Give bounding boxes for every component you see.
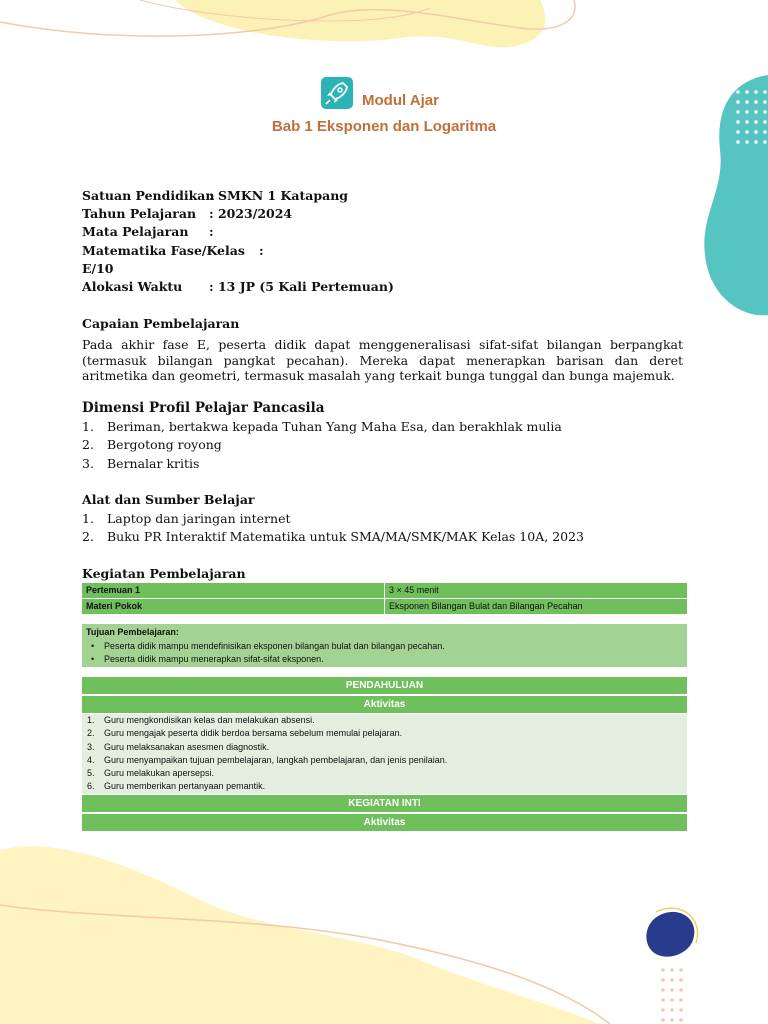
list-item bbox=[86, 754, 683, 767]
list-item bbox=[86, 780, 683, 793]
list-text: Guru menyampaikan tujuan pembelajaran, langkah pembelajaran, dan jenis penilaian. bbox=[104, 754, 448, 765]
tujuan-box bbox=[82, 624, 687, 667]
kegiatan-heading: Kegiatan Pembelajaran bbox=[82, 566, 246, 581]
list-number: 6. bbox=[87, 781, 95, 792]
alat-heading: Alat dan Sumber Belajar bbox=[82, 492, 255, 507]
document-subtitle: Bab 1 Eksponen dan Logaritma bbox=[271, 118, 497, 135]
list-number: 5. bbox=[87, 768, 95, 779]
table-cell-label: Materi Pokok bbox=[82, 599, 384, 614]
identity-label: Alokasi Waktu bbox=[82, 278, 183, 294]
table-row bbox=[82, 599, 687, 614]
list-text: Buku PR Interaktif Matematika untuk SMA/MA/SMK/MAK Kelas 10A, 2023 bbox=[107, 529, 585, 545]
identity-label: Mata Pelajaran bbox=[82, 224, 189, 240]
capaian-heading: Capaian Pembelajaran bbox=[82, 316, 240, 331]
list-number: 1. bbox=[82, 419, 94, 434]
list-number: 3. bbox=[82, 455, 94, 471]
identity-value: : bbox=[259, 242, 264, 258]
identity-label: E/10 bbox=[82, 260, 114, 276]
list-item: • Peserta didik mampu mendefinisikan eksponen bilangan bulat dan bilangan pecahan. bbox=[86, 640, 683, 653]
identity-row-kelas bbox=[82, 260, 382, 278]
list-number: 1. bbox=[87, 715, 95, 725]
identity-label: Matematika Fase/Kelas bbox=[82, 242, 245, 258]
list-number: 2. bbox=[82, 437, 94, 453]
identity-label: Tahun Pelajaran bbox=[82, 206, 197, 222]
list-item bbox=[86, 714, 683, 727]
list-item bbox=[86, 767, 683, 780]
tujuan-title: Tujuan Pembelajaran: bbox=[86, 627, 179, 637]
table-cell-label: Pertemuan 1 bbox=[82, 583, 384, 598]
identity-row-mapel bbox=[82, 223, 382, 241]
kegiatan-info-table bbox=[82, 583, 687, 615]
list-number: 4. bbox=[87, 754, 95, 765]
identity-row-tahun bbox=[82, 205, 382, 223]
identity-value: : 2023/2024 bbox=[209, 206, 293, 222]
kegiatan-inti-header: KEGIATAN INTI bbox=[82, 795, 687, 812]
list-text: Bernalar kritis bbox=[107, 455, 200, 471]
list-text: Guru mengkondisikan kelas dan melakukan absensi. bbox=[104, 715, 315, 725]
aktivitas-header: Aktivitas bbox=[82, 696, 687, 713]
list-text: Guru mengajak peserta didik berdoa bersama sebelum memulai pelajaran. bbox=[104, 728, 403, 739]
identity-row-satuan bbox=[82, 187, 382, 205]
aktivitas-inti-header: Aktivitas bbox=[82, 814, 687, 831]
list-item bbox=[86, 741, 683, 754]
list-item: • Peserta didik mampu menerapkan sifat-sifat eksponen. bbox=[86, 653, 683, 666]
capaian-text: Pada akhir fase E, peserta didik dapat menggeneralisasi sifat-sifat bilangan berpangkat (termasuk bilangan pangkat pecahan). Mereka dapat menerapkan barisan dan deret aritmetika dan geometri, termasuk masalah yang terkait bunga tunggal dan bunga majemuk. bbox=[82, 337, 683, 384]
identity-row-alokasi bbox=[82, 278, 394, 296]
pendahuluan-header: PENDAHULUAN bbox=[82, 677, 687, 694]
list-text: Guru melakukan apersepsi. bbox=[104, 768, 215, 779]
document-title: Modul Ajar bbox=[362, 92, 439, 109]
list-number: 1. bbox=[82, 511, 94, 526]
list-number: 2. bbox=[82, 529, 94, 545]
identity-value: : bbox=[209, 224, 214, 240]
pendahuluan-steps bbox=[82, 714, 687, 794]
profil-list bbox=[82, 419, 562, 474]
identity-value: : 13 JP (5 Kali Pertemuan) bbox=[209, 278, 394, 294]
table-cell-value: Eksponen Bilangan Bulat dan Bilangan Pecahan bbox=[385, 599, 687, 614]
list-text: Beriman, bertakwa kepada Tuhan Yang Maha Esa, dan berakhlak mulia bbox=[107, 419, 562, 434]
list-number: 3. bbox=[87, 741, 95, 752]
rocket-icon bbox=[321, 77, 353, 109]
identity-value: : SMKN 1 Katapang bbox=[209, 188, 349, 203]
steps-list bbox=[86, 714, 683, 794]
list-item bbox=[86, 727, 683, 740]
list-item bbox=[82, 511, 584, 529]
list-item bbox=[82, 529, 584, 547]
list-text: Laptop dan jaringan internet bbox=[107, 511, 291, 526]
list-number: 2. bbox=[87, 728, 95, 739]
identity-block bbox=[82, 187, 394, 296]
table-row bbox=[82, 583, 687, 598]
list-text: Guru memberikan pertanyaan pemantik. bbox=[104, 781, 266, 792]
list-item bbox=[82, 419, 562, 437]
identity-row-fase bbox=[82, 242, 382, 260]
list-text: Guru melaksanakan asesmen diagnostik. bbox=[104, 741, 270, 752]
tujuan-list bbox=[86, 640, 683, 666]
list-item bbox=[82, 456, 562, 474]
list-text: Bergotong royong bbox=[107, 437, 222, 453]
identity-label: Satuan Pendidikan bbox=[82, 188, 215, 203]
alat-list bbox=[82, 511, 584, 548]
list-item bbox=[82, 437, 562, 455]
profil-heading: Dimensi Profil Pelajar Pancasila bbox=[82, 400, 325, 416]
table-cell-value: 3 × 45 menit bbox=[385, 583, 687, 598]
